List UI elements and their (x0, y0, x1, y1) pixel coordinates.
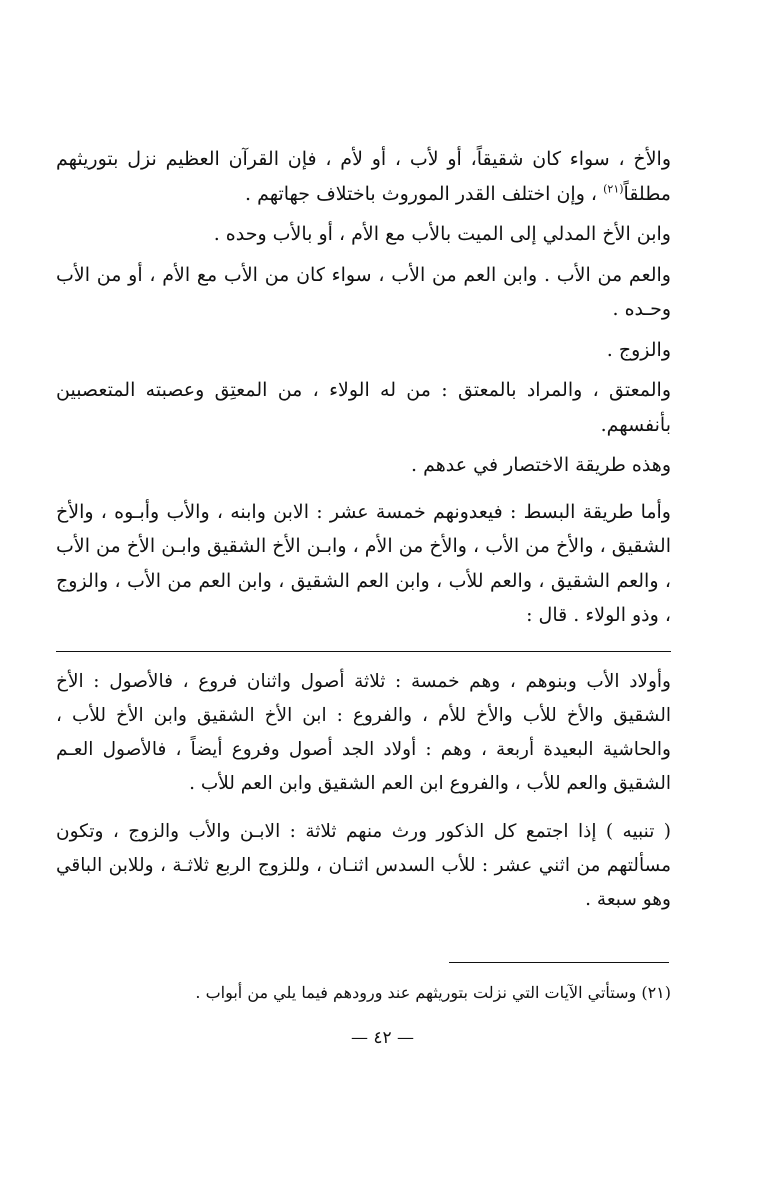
paragraph-text: والأخ ، سواء كان شقيقاً، أو لأب ، أو لأم ، فإن القرآن العظيم نزل بتوريثهم مطلقاً (56, 148, 671, 205)
paragraph-nephew: وابن الأخ المدلي إلى الميت بالأب مع الأم ، أو بالأب وحده . (213, 223, 671, 245)
paragraph-emancipator: والمعتق ، والمراد بالمعتق : من له الولاء ، من المعتِق وعصبته المتعصبين بأنفسهم. (56, 379, 671, 436)
commentary-text (56, 665, 671, 917)
footnote: (٢١) وستأتي الآيات التي نزلت بتوريثهم عند ورودهم فيما يلي من أبواب . (195, 983, 671, 1002)
commentary-paragraph-note: ( تنبيه ) إذا اجتمع كل الذكور ورث منهم ثلاثة : الابـن والأب والزوج ، وتكون مسألتهم من اثني عشر : للأب السدس اثنـان ، وللزوج الربع ثلاثـة ، وللابن الباقي وهو سبعة . (56, 821, 671, 910)
footnote-reference: (٢١) (603, 182, 624, 196)
paragraph-husband: والزوج . (606, 338, 671, 361)
page-number: — ٤٢ — (350, 1028, 415, 1048)
main-text (56, 142, 671, 633)
commentary-paragraph-collaterals: وأولاد الأب وبنوهم ، وهم خمسة : ثلاثة أصول واثنان فروع ، فالأصول : الأخ الشقيق والأخ للأب والأخ للأم ، والفروع : ابن الأخ الشقيق وابن الأخ للأب ، والحاشية البعيدة أربعة ، وهم : أولاد الجد أصول وفروع أيضاً ، فالأصول العـم الشقيق والعم للأب ، والفروع ابن العم الشقيق وابن العم للأب . (56, 671, 671, 794)
section-divider (56, 651, 671, 652)
paragraph-detailed-method: وأما طريقة البسط : فيعدونهم خمسة عشر : الابن وابنه ، والأب وأبـوه ، والأخ الشقيق ، والأخ من الأب ، والأخ من الأم ، وابـن الأخ الشقيق وابـن الأخ من الأب ، والعم الشقيق ، والعم للأب ، وابن العم الشقيق ، وابن العم من الأب ، والزوج ، وذو الولاء . قال : (56, 500, 671, 626)
paragraph-summary: وهذه طريقة الاختصار في عدهم . (411, 454, 671, 476)
paragraph-text-tail: ، وإن اختلف القدر الموروث باختلاف جهاتهم . (244, 182, 604, 205)
paragraph-brothers (56, 142, 671, 211)
paragraph-uncle: والعم من الأب . وابن العم من الأب ، سواء كان من الأب مع الأم ، أو من الأب وحـده . (56, 263, 671, 320)
footnote-divider (449, 962, 669, 963)
